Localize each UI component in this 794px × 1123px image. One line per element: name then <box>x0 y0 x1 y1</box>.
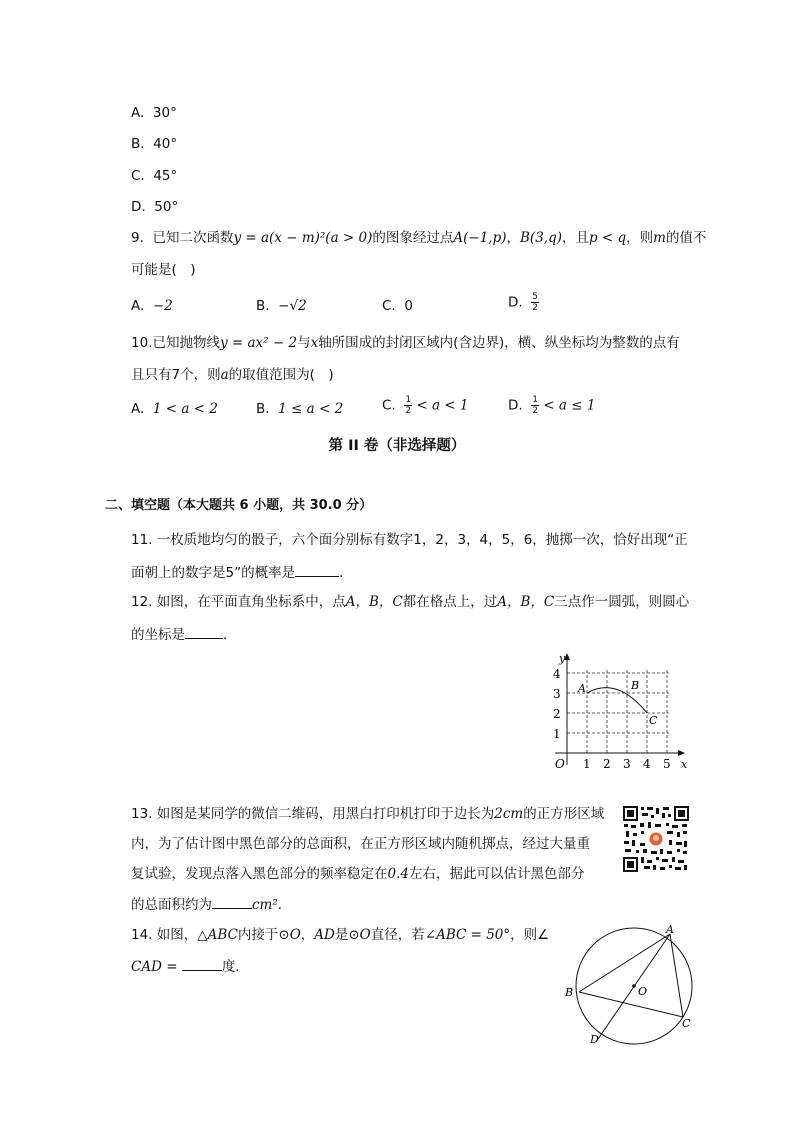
q9-stem-line2: 可能是( ) <box>131 262 196 278</box>
q11-text-2: ． <box>339 565 353 581</box>
q8-option-d-label: D. <box>131 199 146 215</box>
q14-text-equals: = <box>161 959 182 975</box>
q10-option-a-text: 1 < a < 2 <box>152 401 218 417</box>
q8-option-c-text: 45° <box>153 168 178 184</box>
q13-text-1: 13. 如图是某同学的微信二维码，用黑白打印机打印于边长为 <box>131 806 495 822</box>
q10-option-d <box>508 395 595 416</box>
q12-points-1: A，B，C <box>345 594 403 610</box>
q9-text-2: 的图象经过点 <box>372 230 454 246</box>
q14-answer-blank[interactable] <box>182 956 222 971</box>
q10-option-c-denominator: 2 <box>405 406 412 416</box>
q14-segment-bc <box>579 992 683 1017</box>
q8-option-b-label: B. <box>131 136 145 152</box>
q9-option-a-text: −2 <box>152 298 173 314</box>
q11-stem-line1: 11. 一枚质地均匀的骰子，六个面分别标有数字1，2，3，4，5，6，抛掷一次，恰好出现“正 <box>131 532 688 548</box>
q14-segment-ab <box>579 934 670 992</box>
q11-answer-blank[interactable] <box>295 562 339 577</box>
q12-y-tick-3: 3 <box>553 687 561 701</box>
q10-formula-parabola: y = ax² − 2 <box>219 335 298 351</box>
q14-formula-cad: CAD <box>131 959 162 975</box>
q10-formula-a: a <box>220 367 229 383</box>
q10-text-4: 且只有7个，则 <box>131 367 221 383</box>
q8-option-b-text: 40° <box>153 136 178 152</box>
q10-option-d-fraction <box>531 395 539 416</box>
q12-stem-line2 <box>131 624 237 645</box>
q13-text-3: 复试验，发现点落入黑色部分的频率稳定在 <box>131 866 388 882</box>
q10-option-c-text: < a < 1 <box>412 397 469 414</box>
q9-text-5: ，则 <box>626 230 654 246</box>
q14-text-6: ，则∠ <box>510 927 550 943</box>
q10-number: 10. <box>131 335 153 351</box>
q9-formula-point-a: A(−1,p) <box>453 230 507 246</box>
q9-option-d-label: D. <box>508 294 523 311</box>
q14-stem-line1 <box>131 925 549 945</box>
q14-text-2: 内接于 <box>237 927 279 943</box>
q14-stem-line2 <box>131 956 249 977</box>
q8-option-a-label: A. <box>131 105 145 121</box>
q10-option-d-numerator: 1 <box>532 395 539 405</box>
q14-center-dot <box>632 984 636 988</box>
q12-x-arrow <box>678 750 685 756</box>
q9-formula-m: m <box>653 230 666 246</box>
q9-option-d-fraction <box>531 292 539 313</box>
q8-option-d <box>131 197 178 217</box>
q13-formula-frequency: 0.4 <box>387 866 409 882</box>
qr-center-avatar-icon <box>648 831 664 847</box>
q14-label-d: D <box>590 1033 599 1046</box>
q9-option-d-denominator: 2 <box>532 303 539 313</box>
q8-option-c-label: C. <box>131 168 145 184</box>
q13-answer-blank[interactable] <box>212 894 252 909</box>
q9-option-d-numerator: 5 <box>532 292 539 302</box>
q8-option-d-text: 50° <box>154 199 179 215</box>
q9-formula-function: y = a(x − m)²(a > 0) <box>233 230 373 246</box>
q13-formula-unit: cm² <box>252 897 278 913</box>
q10-text-5: 的取值范围为( ) <box>228 367 334 383</box>
q8-option-a-text: 30° <box>152 105 177 121</box>
q8-option-c <box>131 166 177 186</box>
q10-option-b-text: 1 ≤ a < 2 <box>278 401 344 417</box>
q13-stem-line4 <box>131 894 291 915</box>
q10-option-d-text: < a ≤ 1 <box>539 397 596 414</box>
q8-option-a <box>131 103 177 123</box>
q9-option-c-label: C. <box>382 298 396 314</box>
q11-stem-line2 <box>131 562 353 583</box>
q12-text-5: ． <box>223 627 237 643</box>
q14-formula-diameter: AD <box>314 927 335 943</box>
q12-text-3: 三点作一圆弧，则圆心 <box>554 594 690 610</box>
q14-label-a: A <box>666 923 674 936</box>
q14-label-b: B <box>565 986 574 999</box>
q11-text-1: 面朝上的数字是5”的概率是 <box>131 565 296 581</box>
q12-text-1: 12. 如图，在平面直角坐标系中，点 <box>131 594 346 610</box>
q10-option-c-numerator: 1 <box>405 395 412 405</box>
q12-y-axis-label: y <box>559 652 566 665</box>
q12-y-tick-1: 1 <box>553 727 561 741</box>
q14-formula-circle-2: ⊙O <box>348 927 371 943</box>
q12-text-2: 都在格点上，过 <box>402 594 498 610</box>
q14-formula-angle: ∠ABC = 50° <box>424 927 511 943</box>
q10-option-c <box>382 395 468 416</box>
q13-stem-line3 <box>131 864 584 884</box>
q14-text-3: ， <box>300 927 315 943</box>
q13-text-2: 的正方形区域 <box>523 806 605 822</box>
q9-option-c <box>382 296 413 316</box>
q10-option-d-label: D. <box>508 397 523 414</box>
q14-text-1: 14. 如图， <box>131 927 198 943</box>
q12-x-tick-5: 5 <box>663 757 671 771</box>
q12-origin-label: O <box>555 757 565 771</box>
q9-option-a-label: A. <box>131 298 145 314</box>
q14-label-c: C <box>682 1017 691 1030</box>
q12-x-tick-3: 3 <box>623 757 631 771</box>
q10-option-b-label: B. <box>256 401 270 417</box>
q10-option-a-label: A. <box>131 401 145 417</box>
q12-point-b-label: B <box>631 679 640 692</box>
q12-y-tick-2: 2 <box>553 707 561 721</box>
q14-circle-figure <box>560 922 710 1048</box>
qr-finder-top-left <box>623 806 638 821</box>
q14-formula-triangle: △ABC <box>197 927 238 943</box>
q12-coordinate-graph <box>545 650 695 775</box>
q12-text-4: 的坐标是 <box>131 627 185 643</box>
q9-option-b <box>256 296 307 316</box>
q9-text-3: ， <box>506 230 520 246</box>
q12-point-c-label: C <box>649 714 658 727</box>
q10-option-c-label: C. <box>382 397 396 414</box>
q12-x-tick-1: 1 <box>583 757 591 771</box>
q9-formula-point-b: B(3,q) <box>520 230 562 246</box>
q9-text-1: 已知二次函数 <box>152 230 234 246</box>
q13-text-4: 左右，据此可以估计黑色部分 <box>408 866 585 882</box>
section2-heading: 二、填空题（本大题共 6 小题，共 30.0 分） <box>105 498 373 513</box>
q13-formula-side: 2cm <box>494 806 524 822</box>
q10-option-d-denominator: 2 <box>532 406 539 416</box>
q12-x-axis-label: x <box>681 758 688 771</box>
q12-point-a-label: A <box>578 682 586 695</box>
q13-stem-line2: 内，为了估计图中黑色部分的总面积，在正方形区域内随机掷点，经过大量重 <box>131 836 590 852</box>
q9-formula-condition: p < q <box>588 230 627 246</box>
q9-number: 9. <box>131 230 144 246</box>
q14-label-o: O <box>638 985 648 998</box>
q9-option-d <box>508 292 539 313</box>
q14-text-7: 度． <box>221 959 249 975</box>
q10-option-a <box>131 399 218 419</box>
q13-stem-line1 <box>131 804 604 824</box>
q9-text-6: 的值不 <box>665 230 707 246</box>
q10-text-1: 已知抛物线 <box>152 335 220 351</box>
q10-option-b <box>256 399 343 419</box>
q12-answer-blank[interactable] <box>185 624 223 639</box>
qr-finder-bottom-left <box>623 857 638 872</box>
q12-points-2: A，B，C <box>497 594 555 610</box>
q9-option-a <box>131 296 173 316</box>
q14-formula-circle-1: ⊙O <box>278 927 301 943</box>
q14-text-4: 是 <box>334 927 349 943</box>
q9-option-b-label: B. <box>256 298 270 314</box>
q13-text-5: 的总面积约为 <box>131 897 212 913</box>
q12-x-tick-4: 4 <box>643 757 651 771</box>
q10-text-2: 与 <box>297 335 311 351</box>
qr-finder-top-right <box>674 806 689 821</box>
q13-text-6: ． <box>277 897 292 913</box>
q9-option-c-text: 0 <box>404 298 413 314</box>
q8-option-b <box>131 134 177 154</box>
q12-y-tick-4: 4 <box>553 667 561 681</box>
q9-stem-line1 <box>131 228 706 248</box>
q10-text-3: 轴所围成的封闭区域内(含边界)，横、纵坐标均为整数的点有 <box>318 335 680 351</box>
q9-option-b-text: −√2 <box>278 298 307 314</box>
q14-text-5: 直径，若 <box>370 927 425 943</box>
q10-stem-line2 <box>131 365 334 385</box>
q10-option-c-fraction <box>404 395 412 416</box>
q10-stem-line1 <box>131 333 680 353</box>
q12-x-tick-2: 2 <box>603 757 611 771</box>
q10-formula-x: x <box>310 335 319 351</box>
q12-stem-line1 <box>131 592 689 612</box>
q9-text-4: ，且 <box>561 230 589 246</box>
part2-title: 第 II 卷（非选择题） <box>328 438 466 454</box>
q13-qr-code-image <box>622 805 690 873</box>
